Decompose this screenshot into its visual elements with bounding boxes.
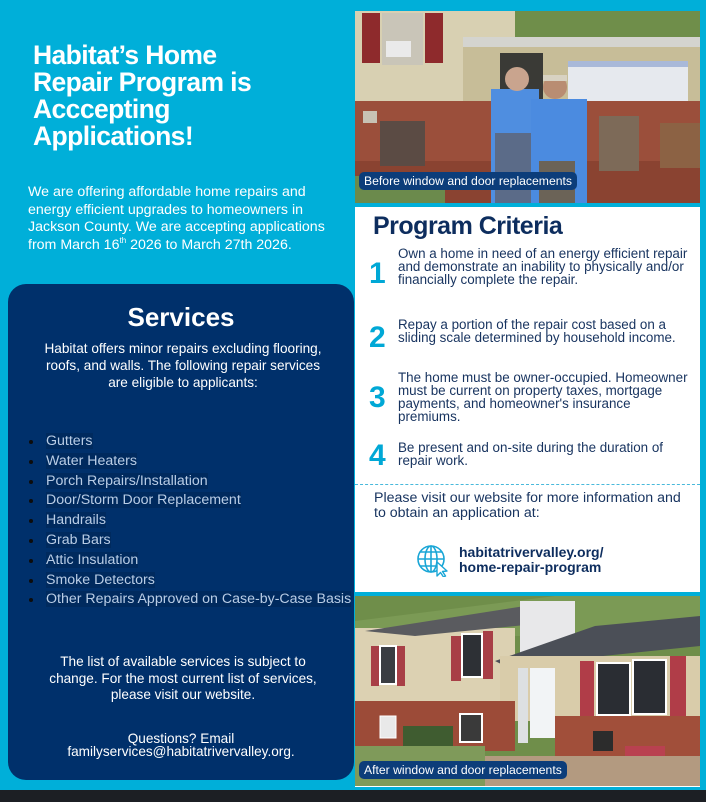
criteria-number: 3 xyxy=(369,381,386,414)
criteria-number: 1 xyxy=(369,257,386,290)
service-item: Handrails xyxy=(20,511,354,531)
intro-paragraph xyxy=(28,184,348,254)
criteria-number: 2 xyxy=(369,321,386,354)
bullet-icon xyxy=(29,480,33,484)
website-link[interactable] xyxy=(415,541,603,579)
criteria-number: 4 xyxy=(369,439,386,472)
criteria-title: Program Criteria xyxy=(373,212,563,240)
services-title: Services xyxy=(127,302,235,332)
service-item: Attic Insulation xyxy=(20,551,354,571)
services-note: The list of available services is subject to change. For the most current list of services, please visit our website. xyxy=(49,654,317,702)
bullet-icon xyxy=(29,539,33,543)
bullet-icon xyxy=(29,579,33,583)
headline-line-2: Repair Program is xyxy=(33,67,252,97)
visit-website-text: Please visit our website for more information and to obtain an application at: xyxy=(374,490,681,521)
after-house-photo-image xyxy=(355,596,700,786)
bullet-icon xyxy=(29,519,33,523)
after-photo xyxy=(355,596,700,786)
photo-divider xyxy=(355,203,700,207)
intro-text-end: 2026 to March 27th 2026. xyxy=(126,236,292,253)
before-caption: Before window and door replacements xyxy=(359,172,577,190)
bottom-band xyxy=(0,790,706,802)
service-item: Water Heaters xyxy=(20,452,354,472)
url-line-2[interactable]: home-repair-program xyxy=(459,559,602,575)
service-item: Gutters xyxy=(20,432,354,452)
contact-prompt: Questions? Email xyxy=(127,731,235,746)
right-panel xyxy=(355,11,700,787)
headline-line-4: Applications! xyxy=(33,121,194,151)
after-caption: After window and door replacements xyxy=(359,761,567,779)
services-list xyxy=(20,432,354,610)
criteria-text: Be present and on-site during the duration of repair work. xyxy=(398,440,664,468)
url-line-1[interactable]: habitatrivervalley.org/ xyxy=(459,544,604,560)
services-description: Habitat offers minor repairs excluding flooring, roofs, and walls. The following repair services are eligible to applicants: xyxy=(44,341,322,390)
bullet-icon xyxy=(29,499,33,503)
criteria-text: Own a home in need of an energy efficient repair and demonstrate an inability to physically and/or financially complete the repair. xyxy=(398,246,688,287)
bullet-icon xyxy=(29,598,33,602)
service-item: Grab Bars xyxy=(20,531,354,551)
service-item: Other Repairs Approved on Case-by-Case Basis xyxy=(20,590,354,610)
services-card xyxy=(8,284,354,780)
intro-text: We are offering affordable home repairs and energy efficient upgrades to homeowners in Jackson County. We are accepting applications from March 16 xyxy=(28,184,325,253)
intro-ordinal: th xyxy=(119,235,127,245)
service-item: Smoke Detectors xyxy=(20,571,354,591)
headline-line-3: Acccepting xyxy=(33,94,170,124)
globe-cursor-icon xyxy=(415,543,451,577)
criteria-text: The home must be owner-occupied. Homeowner must be current on property taxes, mortgage payments, and homeowner's insurance premiums. xyxy=(398,370,688,424)
bullet-icon xyxy=(29,460,33,464)
page-headline xyxy=(33,42,343,150)
headline-line-1: Habitat’s Home xyxy=(33,40,217,70)
bullet-icon xyxy=(29,559,33,563)
contact-info xyxy=(8,732,354,758)
before-photo xyxy=(355,11,700,203)
criteria-text: Repay a portion of the repair cost based on a sliding scale determined by household income. xyxy=(398,317,676,345)
service-item: Porch Repairs/Installation xyxy=(20,472,354,492)
contact-email[interactable]: familyservices@habitatrivervalley.org. xyxy=(67,744,295,759)
bullet-icon xyxy=(29,440,33,444)
section-divider xyxy=(355,484,700,485)
website-url[interactable] xyxy=(459,545,603,575)
service-item: Door/Storm Door Replacement xyxy=(20,491,354,511)
